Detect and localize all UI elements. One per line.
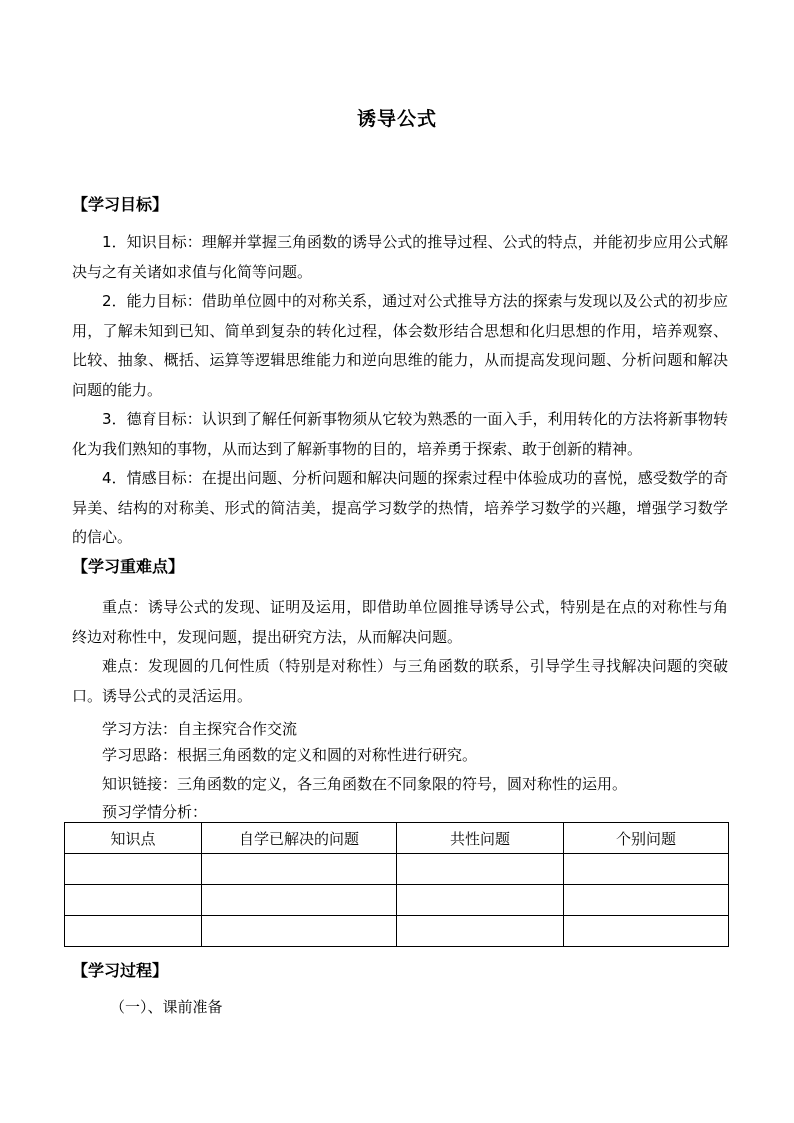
table-cell[interactable]: [65, 854, 202, 885]
knowledge-links: 知识链接：三角函数的定义，各三角函数在不同象限的符号，圆对称性的运用。: [102, 775, 628, 793]
table-cell[interactable]: [202, 885, 397, 916]
study-approach: 学习思路：根据三角函数的定义和圆的对称性进行研究。: [102, 746, 478, 764]
difficulty-paragraph: 难点：发现圆的几何性质（特别是对称性）与三角函数的联系，引导学生寻找解决问题的突破口。诱导公式的灵活运用。: [72, 657, 728, 705]
table-cell[interactable]: [65, 916, 202, 947]
preview-analysis-table: [64, 822, 729, 947]
table-cell[interactable]: [564, 916, 729, 947]
objective-4: 4．情感目标：在提出问题、分析问题和解决问题的探索过程中体验成功的喜悦，感受数学的奇异美、结构的对称美、形式的简洁美，提高学习数学的热情，培养学习数学的兴趣，增强学习数学的信心。: [72, 469, 728, 546]
table-row: [65, 885, 729, 916]
table-header-row: [65, 823, 729, 854]
table-cell[interactable]: [397, 854, 564, 885]
study-method: 学习方法：自主探究合作交流: [102, 720, 298, 738]
objectives-heading: 【学习目标】: [72, 195, 169, 214]
process-step-1: （一）、课前准备: [110, 998, 223, 1016]
table-cell[interactable]: [202, 916, 397, 947]
table-row: [65, 916, 729, 947]
objective-2: 2．能力目标：借助单位圆中的对称关系，通过对公式推导方法的探索与发现以及公式的初步应用，了解未知到已知、简单到复杂的转化过程，体会数形结合思想和化归思想的作用，培养观察、比较、抽象、概括、运算等逻辑思维能力和逆向思维的能力，从而提高发现问题、分析问题和解决问题的能力。: [72, 292, 728, 399]
preview-analysis-label: 预习学情分析：: [102, 803, 208, 821]
key-points-heading: 【学习重难点】: [72, 557, 185, 576]
table-cell[interactable]: [202, 854, 397, 885]
table-cell[interactable]: [65, 885, 202, 916]
table-cell[interactable]: [397, 885, 564, 916]
table-header-cell: 共性问题: [397, 823, 564, 854]
objective-1: 1．知识目标：理解并掌握三角函数的诱导公式的推导过程、公式的特点，并能初步应用公式解决与之有关诸如求值与化简等问题。: [72, 233, 728, 281]
table-header-cell: 个别问题: [564, 823, 729, 854]
process-heading: 【学习过程】: [72, 961, 169, 980]
table-header-cell: 知识点: [65, 823, 202, 854]
table-cell[interactable]: [564, 885, 729, 916]
objective-3: 3．德育目标：认识到了解任何新事物须从它较为熟悉的一面入手，利用转化的方法将新事物转化为我们熟知的事物，从而达到了解新事物的目的，培养勇于探索、敢于创新的精神。: [72, 410, 728, 458]
table-cell[interactable]: [397, 916, 564, 947]
page-title: 诱导公式: [356, 108, 437, 130]
table-cell[interactable]: [564, 854, 729, 885]
focus-paragraph: 重点：诱导公式的发现、证明及运用，即借助单位圆推导诱导公式，特别是在点的对称性与角终边对称性中，发现问题，提出研究方法，从而解决问题。: [72, 598, 728, 646]
table-header-cell: 自学已解决的问题: [202, 823, 397, 854]
table-row: [65, 854, 729, 885]
